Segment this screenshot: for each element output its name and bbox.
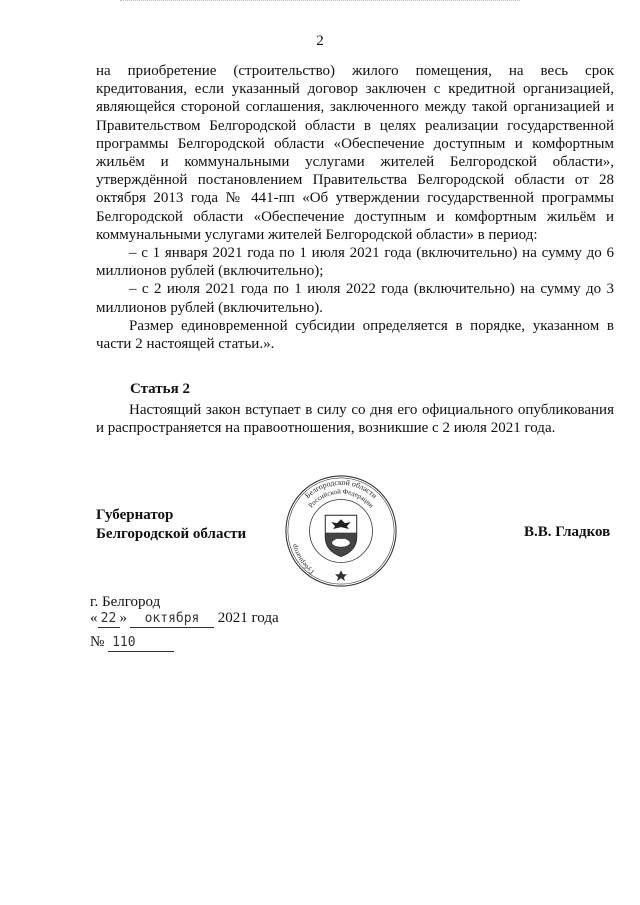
date-close-quote: »	[119, 610, 127, 626]
governor-seal	[282, 472, 400, 590]
seal-left-text: Губернатор	[291, 543, 316, 576]
article-paragraph: Настоящий закон вступает в силу со дня его официального опубликования и распространяется на правоотношения, возникшие с 2 июля 2021 года.	[96, 402, 614, 437]
signature-position	[96, 506, 246, 544]
seal-star-icon	[335, 570, 347, 581]
date-month: октября	[130, 611, 214, 628]
paragraph-period-2: – с 2 июля 2021 года по 1 июля 2022 года (включительно) на сумму до 3 миллионов рублей (включительно).	[96, 281, 614, 316]
paragraph-subsidy-size: Размер единовременной субсидии определяется в порядке, указанном в части 2 настоящей статьи.».	[96, 317, 614, 353]
signature-position-line1: Губернатор	[96, 507, 174, 523]
governor-name: В.В. Гладков	[524, 524, 611, 540]
body-text	[96, 62, 614, 353]
paragraph-continuation: на приобретение (строительство) жилого помещения, на весь срок кредитования, если указанный договор заключен с кредитной организацией, являющейся стороной соглашения, заключенного между такой организацией и Правительством Белгородской области в целях реализации государственной программы Белгородской области «Обеспечение доступным и комфортным жильём и коммунальными услугами жителей Белгородской области», утверждённой постановлением Правительства Белгородской области от 28 октября 2013 года № 441-пп «Об утверждении государственной программы Белгородской области «Обеспечение доступным и комфортным жильём и коммунальными услугами жителей Белгородской области» в период:	[96, 63, 614, 243]
date-open-quote: «	[90, 610, 98, 626]
scan-artifact-line	[120, 0, 520, 4]
date-year: 2021 года	[217, 610, 279, 626]
date-day: 22	[98, 611, 120, 628]
article-text	[96, 401, 614, 437]
law-number	[90, 634, 174, 652]
signing-date	[90, 610, 279, 628]
seal-outer-text: Белгородской области	[302, 477, 380, 501]
number-label: №	[90, 634, 105, 650]
coat-of-arms-icon	[325, 515, 356, 556]
signature-position-line2: Белгородской области	[96, 526, 247, 542]
place-of-signing: г. Белгород	[90, 594, 161, 610]
seal-inner-text: Российской Федерации	[307, 488, 375, 510]
paragraph-period-1: – с 1 января 2021 года по 1 июля 2021 года (включительно) на сумму до 6 миллионов рублей (включительно);	[96, 245, 614, 280]
number-value: 110	[108, 635, 174, 652]
article-title: Статья 2	[130, 381, 190, 397]
page-number: 2	[316, 33, 324, 49]
